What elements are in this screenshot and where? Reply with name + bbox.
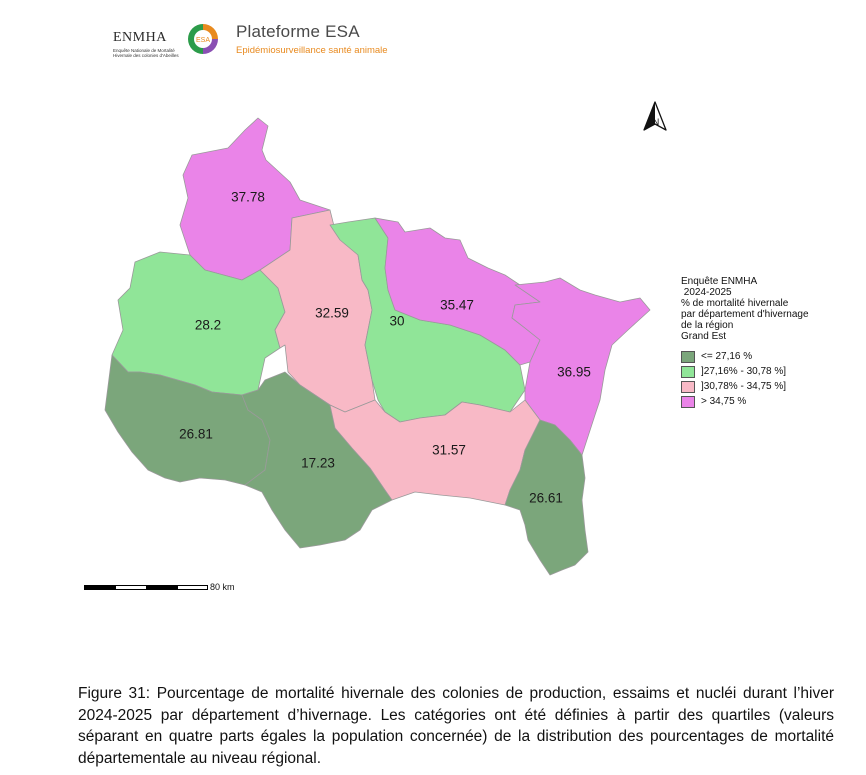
enmha-logo-subtitle: Enquête Nationale de Mortalité Hivernale des colonies d'Abeilles — [113, 48, 179, 58]
department-value-label: 28.2 — [194, 317, 222, 333]
legend-swatch — [681, 351, 695, 363]
legend-title-line: % de mortalité hivernale — [681, 298, 789, 309]
platform-subtitle: Epidémiosurveillance santé animale — [236, 45, 388, 56]
legend-item — [681, 394, 866, 409]
legend-swatch — [681, 366, 695, 378]
scale-bar-label: 80 km — [210, 582, 235, 592]
legend-title-line: Grand Est — [681, 331, 727, 342]
map-legend — [681, 276, 866, 409]
department-value-label: 36.95 — [557, 364, 591, 380]
department-value-label: 32.59 — [315, 305, 349, 321]
esa-logo-icon-text: ESA — [195, 37, 211, 44]
legend-title-line: par département d'hivernage — [681, 309, 809, 320]
legend-item-label: <= 27,16 % — [701, 351, 753, 362]
north-arrow-icon — [640, 100, 670, 134]
department-value-label: 26.81 — [179, 426, 213, 442]
figure-caption: Figure 31: Pourcentage de mortalité hivernale des colonies de production, essaims et nucléi durant l’hiver 2024-2025 par département d’hivernage. Les catégories ont été définies à partir des quartiles (valeurs séparant en quatre parts égales la population concernée) de la distribution des pourcentages de mortalité départementale au niveau régional. — [78, 685, 834, 767]
scale-bar-segment — [84, 585, 116, 590]
legend-title-line: Enquête ENMHA — [681, 276, 758, 287]
scale-bar-segment — [177, 585, 208, 590]
scale-bar-segment — [115, 585, 147, 590]
legend-item-label: > 34,75 % — [701, 396, 747, 407]
department-value-label: 30 — [389, 313, 405, 329]
scale-bar-segment — [146, 585, 178, 590]
department-value-label: 37.78 — [231, 189, 265, 205]
platform-title: Plateforme ESA — [236, 22, 360, 41]
department-value-label: 17.23 — [301, 455, 335, 471]
legend-title-line: de la région — [681, 320, 734, 331]
department-value-label: 26.61 — [529, 490, 563, 506]
legend-title-line: 2024-2025 — [681, 287, 732, 298]
legend-item-label: ]27,16% - 30,78 %] — [701, 366, 787, 377]
legend-item — [681, 379, 866, 394]
enmha-logo-text: ENMHA — [113, 30, 167, 45]
department-value-label: 31.57 — [432, 442, 466, 458]
legend-item — [681, 349, 866, 364]
legend-swatch — [681, 381, 695, 393]
legend-item-label: ]30,78% - 34,75 %] — [701, 381, 787, 392]
department-value-label: 35.47 — [440, 297, 474, 313]
legend-item — [681, 364, 866, 379]
legend-swatch — [681, 396, 695, 408]
north-arrow-label: N — [652, 117, 660, 127]
